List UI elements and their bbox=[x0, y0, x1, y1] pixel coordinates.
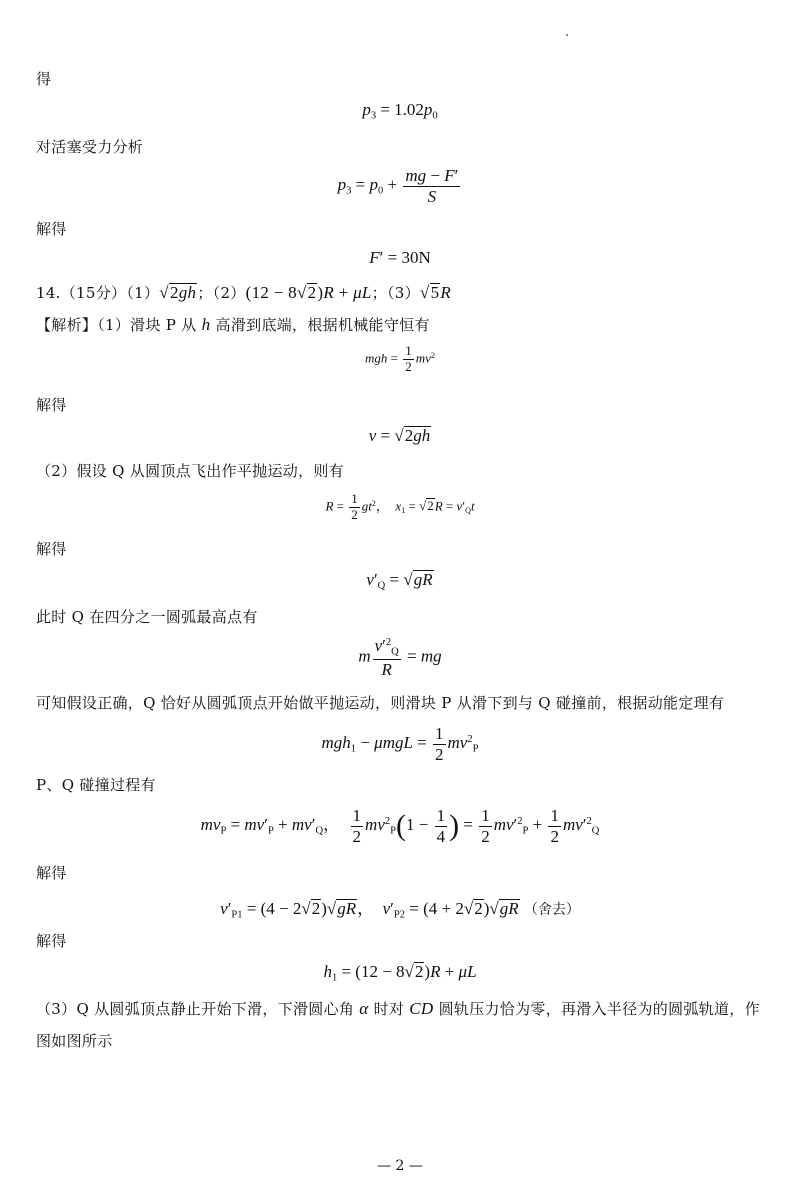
text-jiede-2: 解得 bbox=[36, 396, 67, 414]
text-q-top: 此时 Q 在四分之一圆弧最高点有 bbox=[36, 608, 258, 626]
text-force-analysis: 对活塞受力分析 bbox=[36, 138, 144, 156]
text-part2: （2）假设 Q 从圆顶点飞出作平抛运动，则有 bbox=[36, 462, 344, 480]
equation-velocity: v = √2gh bbox=[368, 426, 431, 445]
text-jiede-3: 解得 bbox=[36, 540, 67, 558]
text-collision: P、Q 碰撞过程有 bbox=[36, 776, 156, 794]
equation-h1: $h_1 = (12 - 8√2)R + \mu L$ bbox=[323, 962, 477, 984]
part3-c: 圆轨压力恰为零，再滑入半径为的圆弧轨道，作 bbox=[438, 1000, 760, 1018]
analysis-p1b: 高滑到底端，根据机械能守恒有 bbox=[215, 316, 430, 334]
page-number: — 2 — bbox=[377, 1158, 423, 1174]
q14-head: 14.（15分）（1） bbox=[36, 284, 160, 302]
analysis-part1: 【解析】（1）滑块 P 从 h 高滑到底端，根据机械能守恒有 bbox=[36, 315, 430, 334]
equation-p3-value: $p_3 = 1.02p_0$ bbox=[362, 100, 438, 122]
analysis-p1: 【解析】（1）滑块 P 从 bbox=[36, 316, 197, 334]
text-jiede-1: 解得 bbox=[36, 220, 67, 238]
text-part3-cont: 图如图所示 bbox=[36, 1032, 113, 1050]
question-14-answers: 14.（15分）（1）√2gh；（2）(12 − 8√2)R + μL；（3）√5R bbox=[36, 283, 452, 302]
equation-projectile: R = $\frac{1}{2}$ $gt^2$， $x_1 = √2R = v'_Qt$ bbox=[325, 491, 475, 522]
equation-vq: $v'_Q = √gR$ bbox=[366, 570, 433, 592]
text-part3: （3）Q 从圆弧顶点静止开始下滑，下滑圆心角 α 时对 CD 圆轨压力恰为零，再滑入半径为的圆弧轨道，作 bbox=[36, 999, 760, 1018]
equation-collision: $mv_P = mv'_P + mv'_Q$， $\frac{1}{2}$ $mv^2_P(1$ − $\frac{1}{4}$ ) = $\frac{1}{2}$ $mv'^2_P$ + $\frac{1}{2}$ $mv'^2_Q$ bbox=[200, 806, 600, 846]
q14-sep1: ；（2） bbox=[197, 284, 246, 302]
text-discard: （舍去） bbox=[523, 902, 580, 918]
equation-f-prime: F′ = 30N bbox=[369, 248, 431, 267]
equation-work-energy: mgh$_1$ − μmgL = $\frac{1}{2}$ $mv^2_P$ bbox=[321, 724, 479, 764]
text-jiede-4: 解得 bbox=[36, 864, 67, 882]
f-prime-value: = 30N bbox=[387, 248, 431, 267]
q14-sep2: ；（3） bbox=[371, 284, 420, 302]
text-jiede-5: 解得 bbox=[36, 932, 67, 950]
equation-piston-balance: $p_3 = p_0$ + $\frac{mg - F'}{S}$ bbox=[337, 166, 459, 206]
text-de: 得 bbox=[36, 70, 52, 88]
equation-centripetal: m $\frac{v'^2_Q}{R}$ = mg bbox=[358, 636, 442, 679]
stray-dot bbox=[566, 34, 568, 36]
p3-value: = 1.02 bbox=[380, 100, 424, 119]
part3-a: （3）Q 从圆弧顶点静止开始下滑，下滑圆心角 bbox=[36, 1000, 355, 1018]
equation-energy-conservation: mgh = $\frac{1}{2}$ $mv^2$ bbox=[365, 343, 435, 374]
equation-vp-solutions: $v'_{P1} = (4 - 2√2)√gR$， $v'_{P2} = (4 + 2√2)√gR$ （舍去） bbox=[220, 899, 580, 921]
part3-b: 时对 bbox=[373, 1000, 405, 1018]
text-assume-correct: 可知假设正确，Q 恰好从圆弧顶点开始做平抛运动，则滑块 P 从滑下到与 Q 碰撞前，根据动能定理有 bbox=[36, 694, 725, 712]
